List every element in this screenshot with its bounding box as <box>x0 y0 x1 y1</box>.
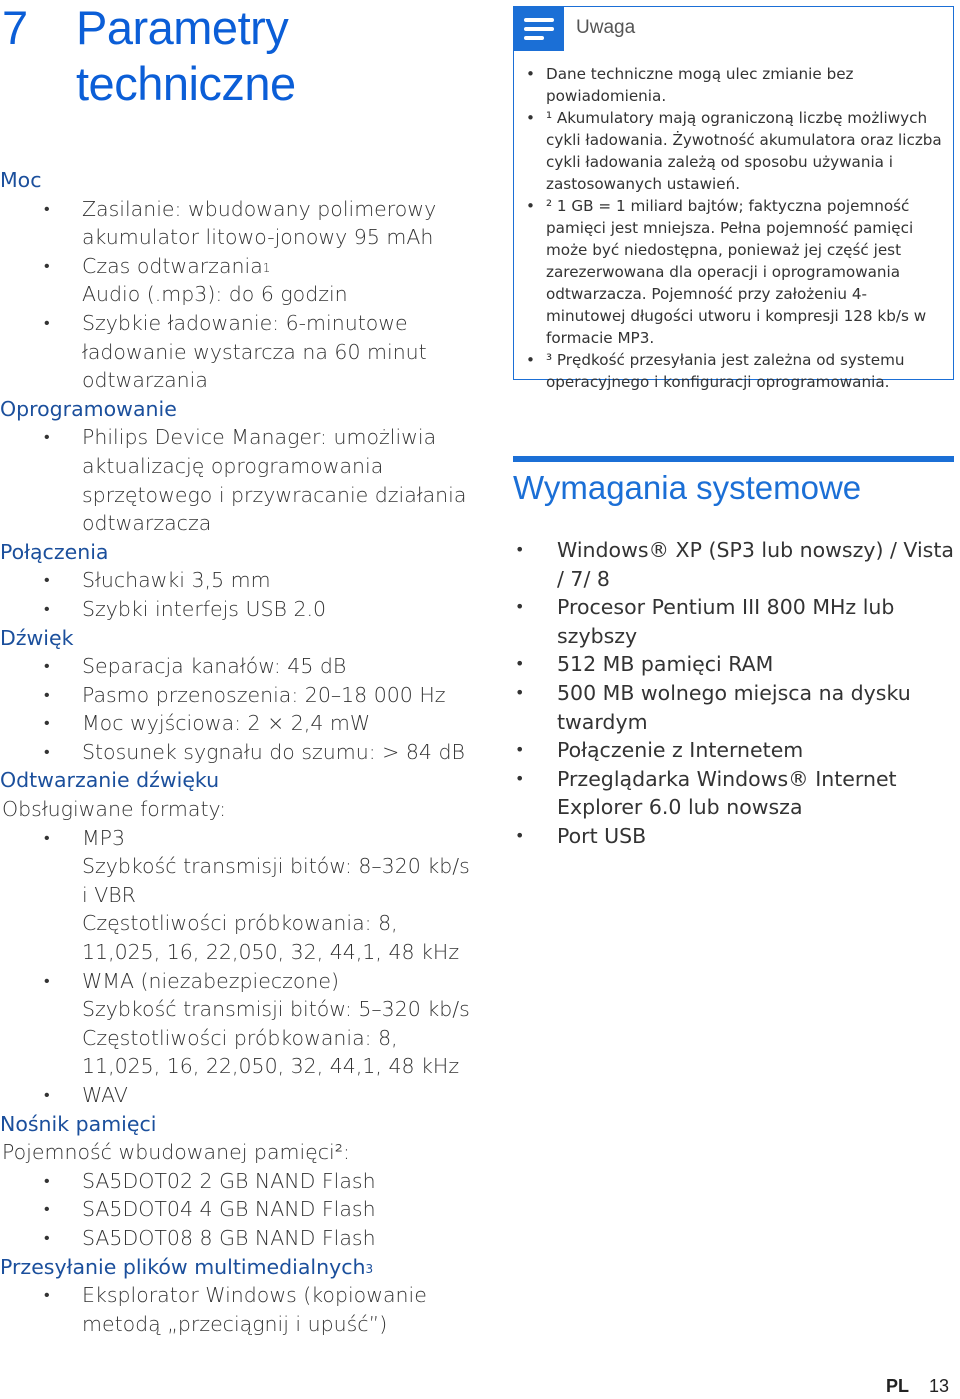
note-title: Uwaga <box>576 17 636 38</box>
list-item: • Philips Device Manager: umożliwia aktualizację oprogramowania sprzętowego i przywracanie działania odtwarzacza <box>0 423 470 537</box>
dzwiek-list <box>0 652 470 766</box>
note-icon-line <box>524 27 554 31</box>
format-item-wma <box>0 967 470 1081</box>
list-item: • Separacja kanałów: 45 dB <box>0 652 470 681</box>
section-heading-nosnik: Nośnik pamięci <box>0 1111 157 1136</box>
note-icon <box>514 7 564 51</box>
section-heading-odtwarzanie: Odtwarzanie dźwięku <box>0 768 220 793</box>
system-requirements-title: Wymagania systemowe <box>513 469 862 506</box>
memory-list <box>0 1167 470 1253</box>
note-item: • Dane techniczne mogą ulec zmianie bez powiadomienia. <box>514 63 953 107</box>
formats-intro: Obsługiwane formaty: <box>2 797 227 822</box>
note-item: • ² 1 GB = 1 miliard bajtów; faktyczna pojemność pamięci jest mniejsza. Pełna pojemność pamięci może być niedostępna, ponieważ jej część jest zarezerwowana dla operacji i oprogramowania odtwarzacza. Pojemność przy założeniu 4-minutowej długości utworu i kompresji 128 kb/s w formacie MP3. <box>514 195 953 349</box>
list-item: • Zasilanie: wbudowany polimerowy akumulator litowo-jonowy 95 mAh <box>0 195 470 252</box>
list-item: • Szybki interfejs USB 2.0 <box>0 595 470 624</box>
list-item: • Procesor Pentium III 800 MHz lub szybszy <box>513 593 958 650</box>
list-item: • SA5DOT04 4 GB NAND Flash <box>0 1195 470 1224</box>
playtime-detail: Audio (.mp3): do 6 godzin <box>82 282 348 307</box>
list-item: • Eksplorator Windows (kopiowanie metodą „przeciągnij i upuść”) <box>0 1281 470 1338</box>
list-item: • Szybkie ładowanie: 6-minutowe ładowanie wystarcza na 60 minut odtwarzania <box>0 309 470 395</box>
section-divider <box>513 456 954 462</box>
format-sampling: Częstotliwości próbkowania: 8, 11,025, 16, 22,050, 32, 44,1, 48 kHz <box>82 911 460 965</box>
page-number: 13 <box>929 1376 950 1396</box>
list-item: • Połączenie z Internetem <box>513 736 958 765</box>
note-item: • ³ Prędkość przesyłania jest zależna od systemu operacyjnego i konfiguracji oprogramowania. <box>514 349 953 393</box>
format-item-wav: • WAV <box>0 1081 470 1110</box>
note-icon-line <box>524 18 554 22</box>
list-item: • SA5DOT08 8 GB NAND Flash <box>0 1224 470 1253</box>
moc-list <box>0 195 470 395</box>
przesylanie-list <box>0 1281 470 1338</box>
section-heading-oprogramowanie: Oprogramowanie <box>0 396 177 421</box>
format-sampling: Częstotliwości próbkowania: 8, 11,025, 16, 22,050, 32, 44,1, 48 kHz <box>82 1025 460 1079</box>
playtime-label: Czas odtwarzania <box>82 253 263 278</box>
polaczenia-list <box>0 566 470 623</box>
list-item <box>0 252 470 309</box>
section-heading-dzwiek: Dźwięk <box>0 625 74 650</box>
list-item: • SA5DOT02 2 GB NAND Flash <box>0 1167 470 1196</box>
list-item: • Moc wyjściowa: 2 × 2,4 mW <box>0 709 470 738</box>
chapter-title: Parametry techniczne <box>76 1 296 110</box>
memory-intro: Pojemność wbudowanej pamięci²: <box>2 1140 350 1165</box>
list-item: • Słuchawki 3,5 mm <box>0 566 470 595</box>
format-name: • MP3 <box>82 825 126 850</box>
formats-list <box>0 824 470 1110</box>
footnote-marker: 1 <box>262 260 271 275</box>
chapter-number: 7 <box>2 1 28 54</box>
section-heading-przesylanie <box>0 1253 470 1282</box>
przesylanie-heading-text: Przesyłanie plików multimedialnych <box>0 1254 366 1279</box>
note-header <box>514 7 953 51</box>
note-list <box>514 63 953 393</box>
list-item: • Pasmo przenoszenia: 20–18 000 Hz <box>0 681 470 710</box>
format-bitrate: Szybkość transmisji bitów: 5–320 kb/s <box>82 997 470 1022</box>
list-item: • Stosunek sygnału do szumu: > 84 dB <box>0 738 470 767</box>
section-heading-polaczenia: Połączenia <box>0 539 109 564</box>
section-heading-moc: Moc <box>0 168 42 192</box>
list-item: • 500 MB wolnego miejsca na dysku twardym <box>513 679 958 736</box>
list-item: • 512 MB pamięci RAM <box>513 650 958 679</box>
system-requirements-list <box>513 536 958 851</box>
specifications <box>0 166 470 1338</box>
list-item: • Przeglądarka Windows® Internet Explorer 6.0 lub nowsza <box>513 765 958 822</box>
list-item: • Windows® XP (SP3 lub nowszy) / Vista / 7/ 8 <box>513 536 958 593</box>
oprogramowanie-list <box>0 423 470 537</box>
note-icon-line <box>524 36 544 40</box>
language-code: PL <box>886 1376 910 1396</box>
list-item: • Port USB <box>513 822 958 851</box>
format-item-mp3 <box>0 824 470 967</box>
note-box <box>513 6 954 391</box>
page-footer <box>886 1376 949 1397</box>
format-name: • WMA (niezabezpieczone) <box>82 968 340 993</box>
note-item: • ¹ Akumulatory mają ograniczoną liczbę możliwych cykli ładowania. Żywotność akumulatora oraz liczba cykli ładowania zależą od sposobu używania i zastosowanych ustawień. <box>514 107 953 195</box>
footnote-marker: 3 <box>365 1261 374 1276</box>
format-bitrate: Szybkość transmisji bitów: 8–320 kb/s i VBR <box>82 854 470 907</box>
